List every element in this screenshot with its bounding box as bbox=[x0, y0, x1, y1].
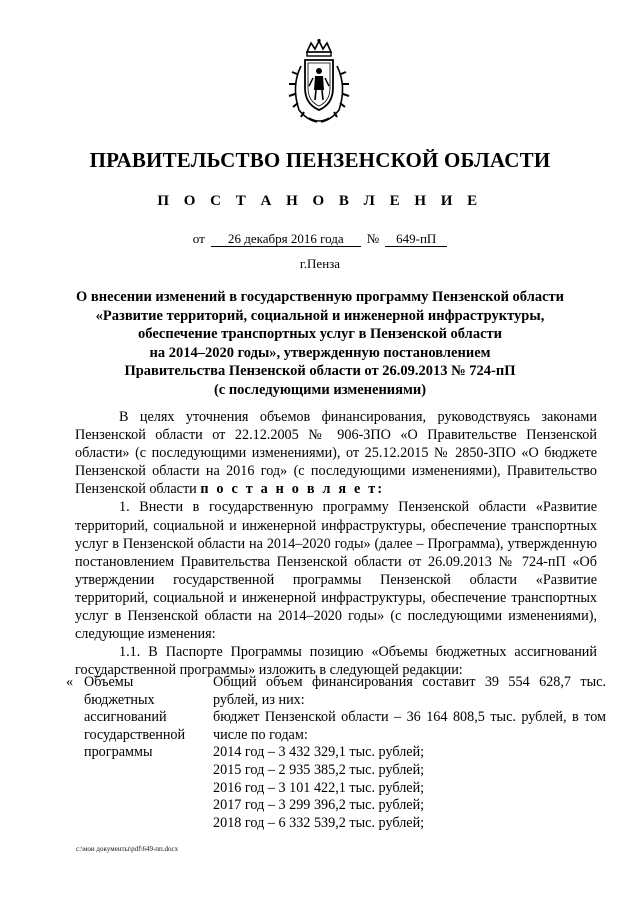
left-line: бюджетных bbox=[84, 691, 155, 708]
table-right-column bbox=[213, 674, 606, 832]
left-line: программы bbox=[84, 744, 153, 761]
footer-file-path: c:\мои документы\pdf\649-пп.docx bbox=[76, 845, 179, 853]
table-left-column bbox=[84, 674, 214, 762]
opening-quote: « bbox=[66, 674, 74, 690]
date-prefix: от bbox=[192, 231, 205, 246]
heading-line: (с последующими изменениями) bbox=[213, 381, 427, 398]
intro-text: В целях уточнения объемов финансирования, руководствуясь законами Пензенской области от 22.12.2005 № 906-ЗПО «О Правительстве Пензенской области» (с последующими изменениями), от 25.12.2015 № 2850-ЗПО «О бюджете Пензенской области на 2016 год» (с последующими изменениями), Правительство Пензенской области bbox=[75, 409, 597, 498]
coat-of-arms-emblem bbox=[283, 38, 355, 124]
intro-paragraph bbox=[75, 408, 597, 498]
item-1-paragraph: 1. Внести в государственную программу Пензенской области «Развитие территорий, социальной и инженерной инфраструктуры, обеспечение транспортных услуг в Пензенской области на 2014–2020 годы» (далее – Программа), утвержденную постановлением Правительства Пензенской области от 26.09.2013 № 724-пП «Об утверждении государственной программы Пензенской области «Развитие территорий, социальной и инженерной инфраструктуры, обеспечение транспортных услуг в Пензенской области на 2014–2020 годы» (с последующими изменениями), следующие изменения: bbox=[75, 499, 597, 643]
number-sign: № bbox=[366, 231, 380, 246]
resolves-word: п о с т а н о в л я е т: bbox=[200, 481, 385, 498]
document-date: 26 декабря 2016 года bbox=[211, 232, 361, 247]
left-line: ассигнований bbox=[84, 709, 167, 726]
document-heading bbox=[60, 288, 580, 400]
left-line: Объемы bbox=[84, 674, 134, 690]
year-row: 2018 год – 6 332 539,2 тыс. рублей; bbox=[213, 814, 425, 831]
document-city: г.Пенза bbox=[299, 256, 341, 271]
heading-line: Правительства Пензенской области от 26.09.2013 № 724-пП bbox=[124, 363, 516, 380]
document-type: П О С Т А Н О В Л Е Н И Е bbox=[157, 193, 483, 209]
left-line: государственной bbox=[84, 726, 186, 743]
year-row: 2017 год – 3 299 396,2 тыс. рублей; bbox=[213, 797, 425, 814]
document-body bbox=[75, 408, 597, 679]
heading-line: на 2014–2020 годы», утвержденную постановлением bbox=[149, 344, 491, 361]
regional-budget: бюджет Пензенской области – 36 164 808,5 тыс. рублей, в том числе по годам: bbox=[213, 709, 606, 743]
year-row: 2016 год – 3 101 422,1 тыс. рублей; bbox=[213, 779, 425, 796]
government-title: ПРАВИТЕЛЬСТВО ПЕНЗЕНСКОЙ ОБЛАСТИ bbox=[89, 148, 551, 172]
year-row: 2014 год – 3 432 329,1 тыс. рублей; bbox=[213, 744, 425, 761]
document-number: 649-пП bbox=[385, 232, 447, 247]
year-row: 2015 год – 2 935 385,2 тыс. рублей; bbox=[213, 761, 425, 778]
heading-line: «Развитие территорий, социальной и инженерной инфраструктуры, bbox=[95, 307, 545, 324]
item-1-1-paragraph: 1.1. В Паспорте Программы позицию «Объемы бюджетных ассигнований государственной программы» изложить в следующей редакции: bbox=[75, 644, 597, 679]
heading-line: О внесении изменений в государственную программу Пензенской области bbox=[75, 289, 564, 305]
heading-line: обеспечение транспортных услуг в Пензенской области bbox=[138, 326, 502, 343]
total-funding: Общий объем финансирования составит 39 554 628,7 тыс. рублей, из них: bbox=[213, 674, 606, 708]
document-meta-line bbox=[0, 231, 640, 247]
